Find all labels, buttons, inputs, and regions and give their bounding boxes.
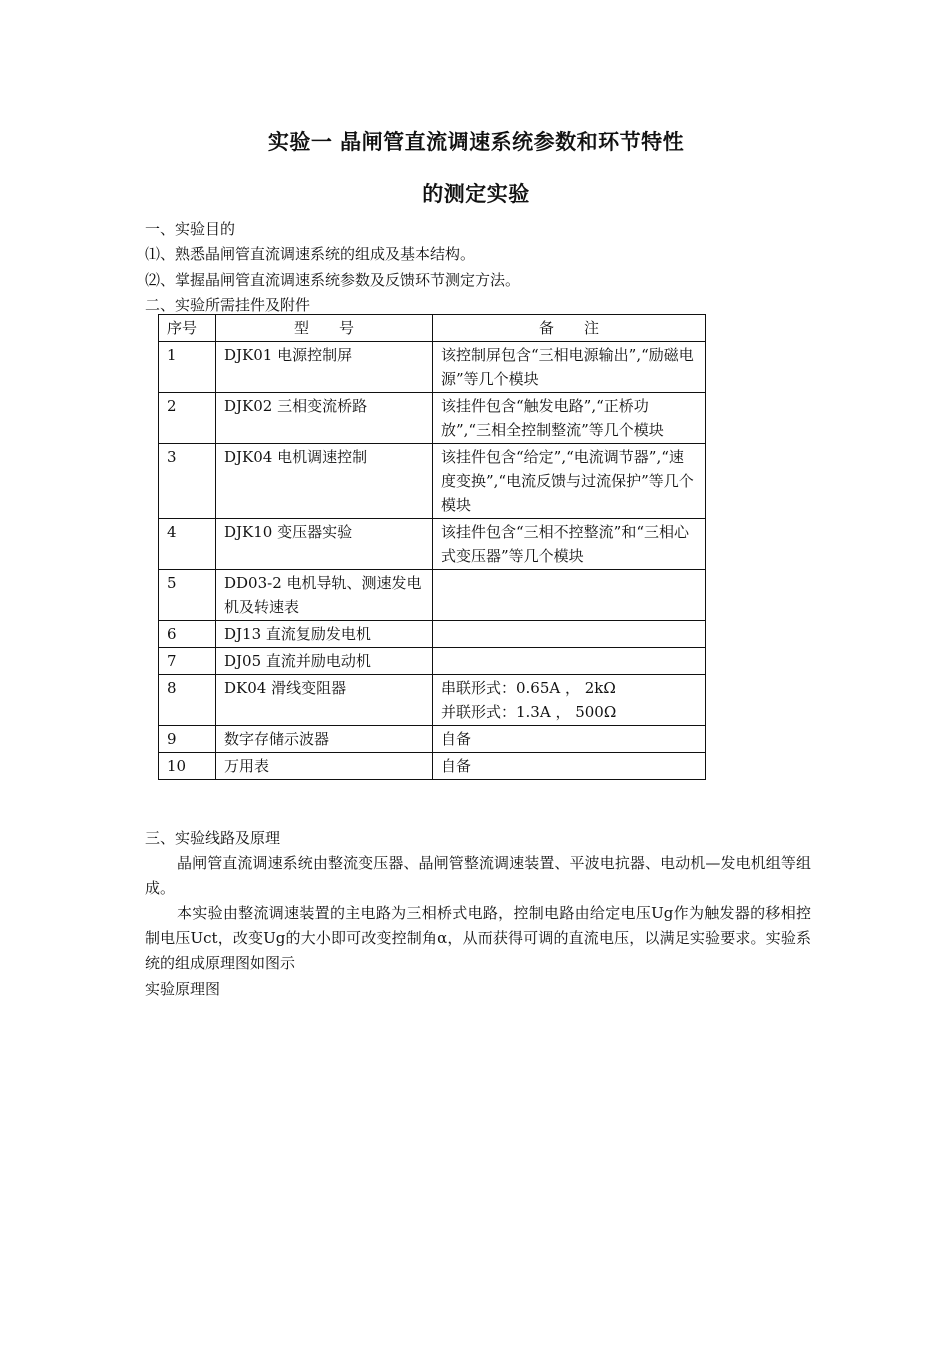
table-row	[159, 726, 706, 753]
header-number: 序号	[159, 315, 216, 342]
document-title-line2: 的测定实验	[422, 181, 530, 206]
section3-paragraph2: 本实验由整流调速装置的主电路为三相桥式电路，控制电路由给定电压Ug作为触发器的移相控制电压Uct，改变Ug的大小即可改变控制角α，从而获得可调的直流电压，以满足实验要求。实验系统的组成原理图如图示	[145, 904, 811, 972]
row-number: 7	[159, 648, 216, 675]
section1-item2: ⑵、掌握晶闸管直流调速系统参数及反馈环节测定方法。	[145, 271, 521, 289]
row-model: DJK02 三相变流桥路	[216, 393, 433, 444]
row-model: 万用表	[216, 753, 433, 780]
row-number: 3	[159, 444, 216, 519]
row-model: DD03-2 电机导轨、测速发电机及转速表	[216, 570, 433, 621]
header-notes: 备 注	[433, 315, 706, 342]
table-row	[159, 621, 706, 648]
table-row	[159, 393, 706, 444]
section1-item1: ⑴、熟悉晶闸管直流调速系统的组成及基本结构。	[145, 245, 476, 263]
row-note: 自备	[433, 726, 706, 753]
note-parallel-form: 并联形式：1.3A ， 500Ω	[441, 703, 617, 721]
header-model: 型 号	[216, 315, 433, 342]
row-model: DJK04 电机调速控制	[216, 444, 433, 519]
table-row	[159, 444, 706, 519]
row-number: 5	[159, 570, 216, 621]
row-model: DJ13 直流复励发电机	[216, 621, 433, 648]
row-model: 数字存储示波器	[216, 726, 433, 753]
row-note	[433, 675, 706, 726]
table-row	[159, 570, 706, 621]
section2-heading: 二、实验所需挂件及附件	[145, 296, 311, 314]
row-number: 2	[159, 393, 216, 444]
diagram-caption: 实验原理图	[145, 980, 221, 998]
row-number: 4	[159, 519, 216, 570]
row-note: 自备	[433, 753, 706, 780]
row-model: DJ05 直流并励电动机	[216, 648, 433, 675]
section1-heading: 一、实验目的	[145, 220, 236, 238]
row-note: 该挂件包含“给定”,“电流调节器”,“速度变换”,“电流反馈与过流保护”等几个模块	[433, 444, 706, 519]
row-note: 该挂件包含“三相不控整流”和“三相心式变压器”等几个模块	[433, 519, 706, 570]
document-title-line1: 实验一 晶闸管直流调速系统参数和环节特性	[267, 129, 685, 154]
row-note	[433, 570, 706, 621]
row-note: 该控制屏包含“三相电源输出”,“励磁电源”等几个模块	[433, 342, 706, 393]
table-row	[159, 648, 706, 675]
note-series-form: 串联形式：0.65A ， 2kΩ	[441, 679, 616, 697]
row-note	[433, 648, 706, 675]
row-number: 10	[159, 753, 216, 780]
row-number: 8	[159, 675, 216, 726]
table-row	[159, 753, 706, 780]
parts-table	[158, 314, 706, 780]
row-model: DJK01 电源控制屏	[216, 342, 433, 393]
row-number: 6	[159, 621, 216, 648]
section3-heading: 三、实验线路及原理	[145, 829, 281, 847]
row-number: 1	[159, 342, 216, 393]
table-row	[159, 519, 706, 570]
table-header-row	[159, 315, 706, 342]
row-number: 9	[159, 726, 216, 753]
row-model: DK04 滑线变阻器	[216, 675, 433, 726]
section3-paragraph1: 晶闸管直流调速系统由整流变压器、晶闸管整流调速装置、平波电抗器、电动机—发电机组等组成。	[145, 854, 811, 897]
table-row	[159, 675, 706, 726]
row-note: 该挂件包含“触发电路”,“正桥功放”,“三相全控制整流”等几个模块	[433, 393, 706, 444]
row-note	[433, 621, 706, 648]
table-row	[159, 342, 706, 393]
row-model: DJK10 变压器实验	[216, 519, 433, 570]
